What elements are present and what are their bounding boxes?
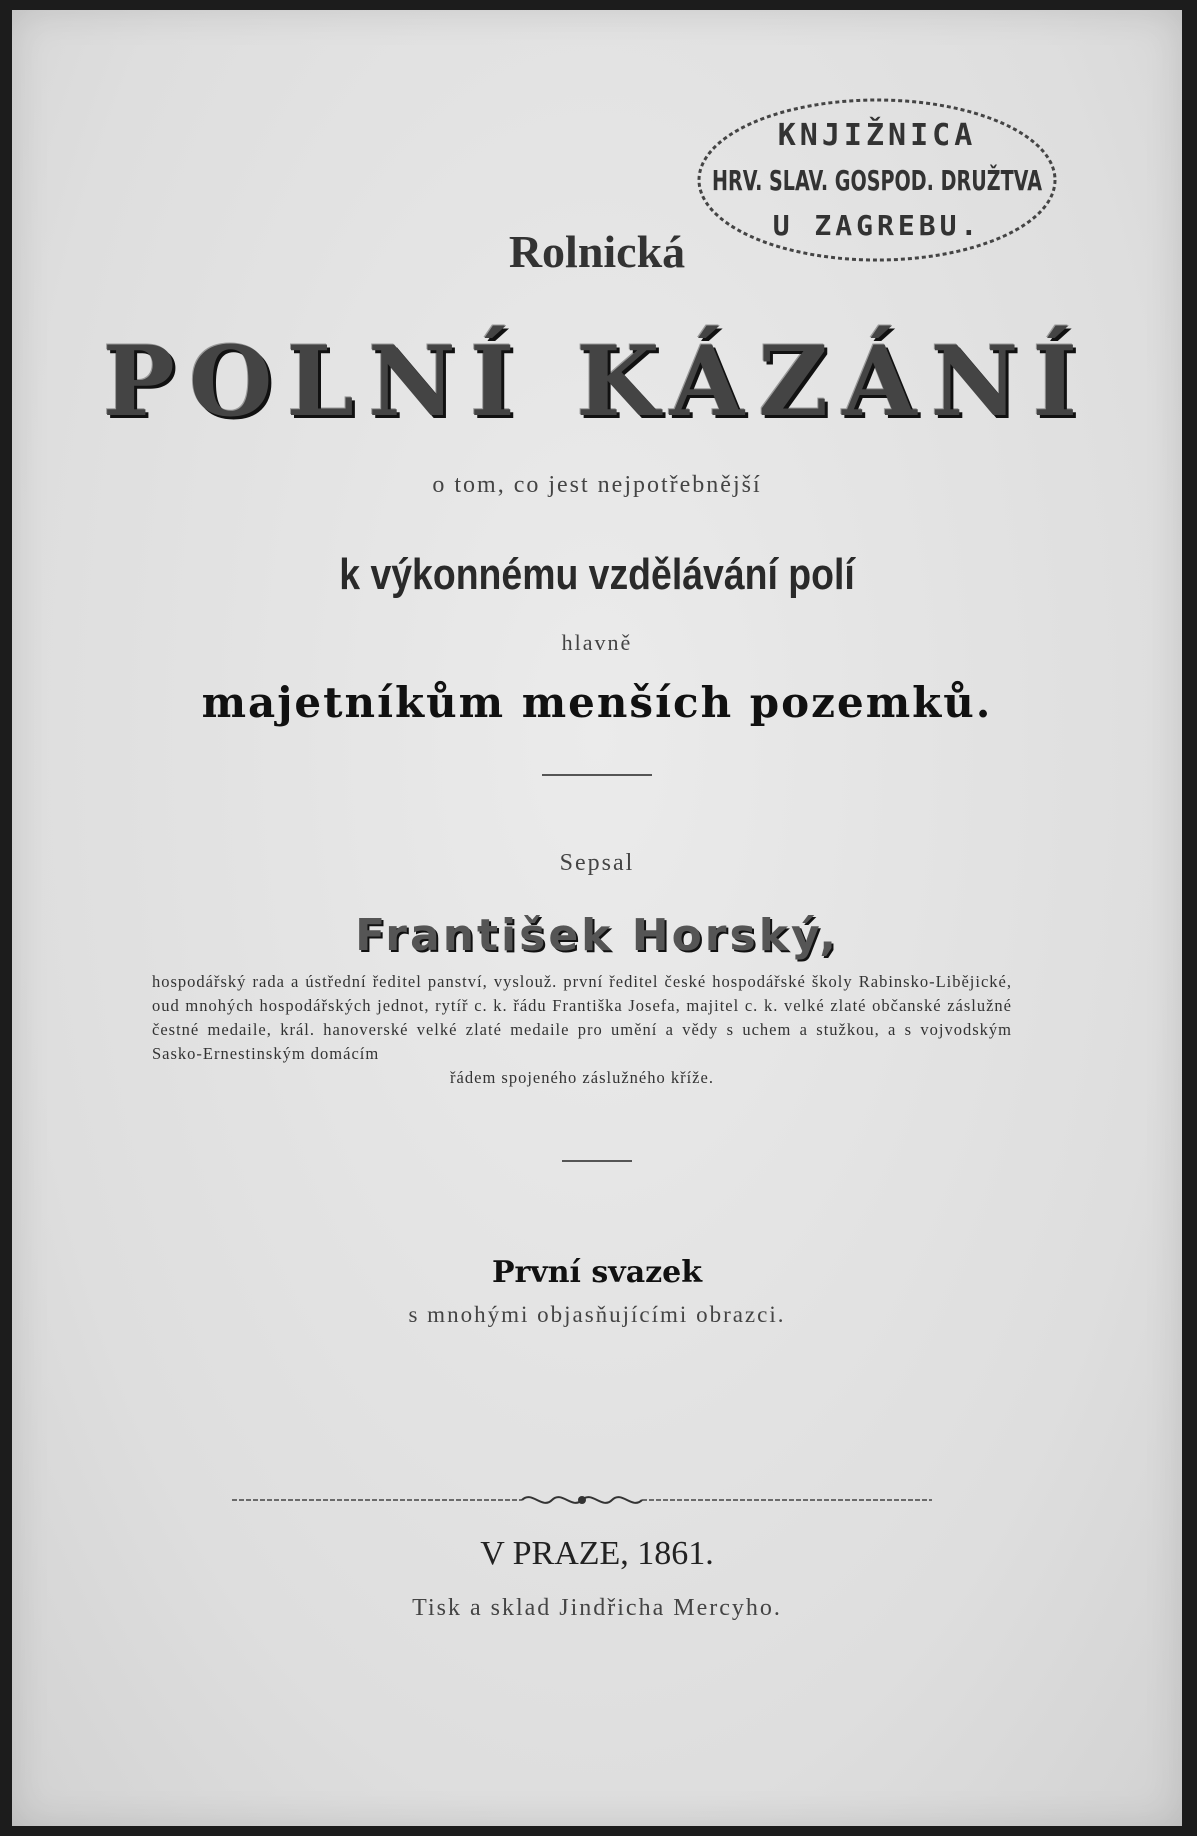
written-by: Sepsal xyxy=(559,850,635,876)
stamp-line2: HRV. SLAV. GOSPOD. DRUŽTVA xyxy=(712,164,1195,197)
credentials-last-line: řádem spojeného záslužného kříže. xyxy=(450,1068,714,1087)
place-year: V PRAZE, 1861. xyxy=(480,1535,714,1572)
ornamental-rule xyxy=(232,1485,932,1515)
main-title: POLNÍ KÁZÁNÍ xyxy=(102,325,1092,438)
stamp-line3: U ZAGREBU. xyxy=(772,209,982,242)
title-page xyxy=(12,10,1195,1826)
printer: Tisk a sklad Jindřicha Mercyho. xyxy=(412,1595,782,1621)
subtitle: Rolnická xyxy=(508,226,686,277)
title-line-2: k výkonnému vzdělávání polí xyxy=(339,550,855,599)
title-line-1: o tom, co jest nejpotřebnější xyxy=(432,472,762,498)
divider-2 xyxy=(562,1160,632,1162)
author-credentials xyxy=(152,970,1012,1090)
stamp-line1: KNJIŽNICA xyxy=(777,118,977,153)
author-name: František Horský, xyxy=(355,910,839,961)
divider-1 xyxy=(542,774,652,776)
volume-title: První svazek xyxy=(491,1255,703,1290)
title-line-4: majetníkům menších pozemků. xyxy=(201,678,993,727)
volume-note: s mnohými objasňujícími obrazci. xyxy=(408,1302,786,1327)
credentials-text: hospodářský rada a ústřední ředitel panství, vyslouž. první ředitel české hospodářské školy Rabinsko-Libějické, oud mnohých hospodářských jednot, rytíř c. k. řádu Františka Josefa, majitel c. k. velké zlaté občanské záslužné čestné medaile, král. hanoverské velké zlaté medaile pro umění a vědy s uchem a stužkou, a s vojvodským Sasko-Ernestinským domácím xyxy=(152,972,1012,1063)
title-line-3: hlavně xyxy=(561,630,633,655)
